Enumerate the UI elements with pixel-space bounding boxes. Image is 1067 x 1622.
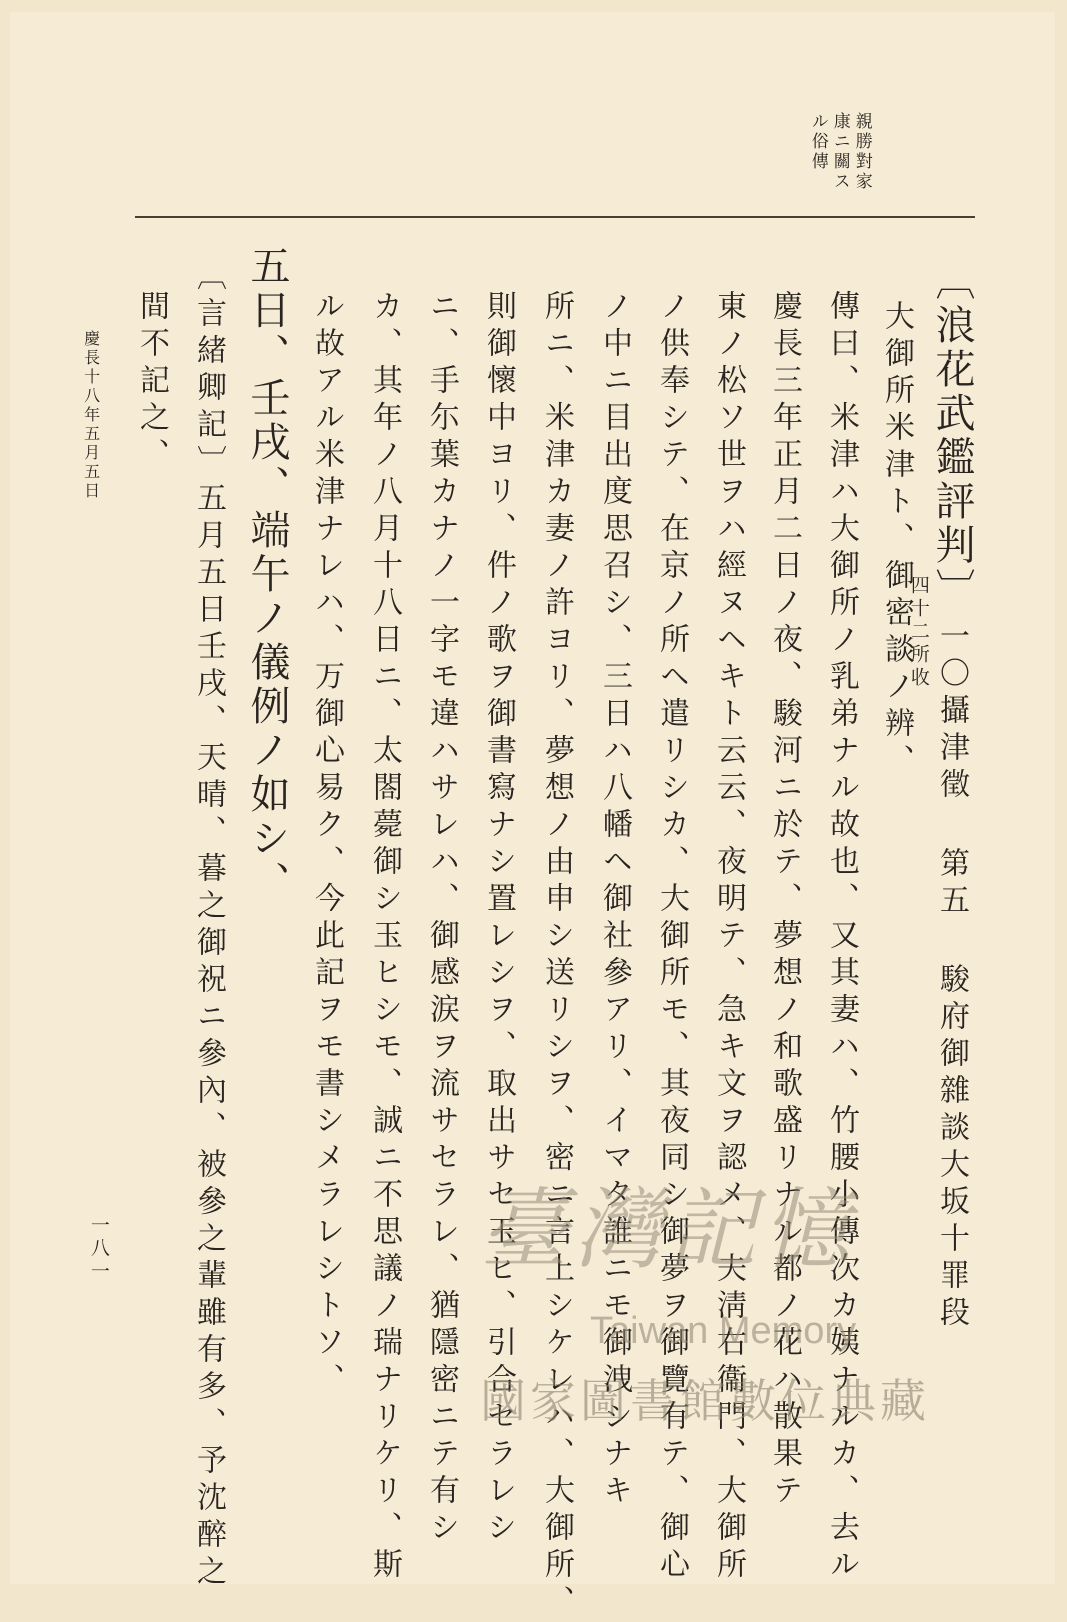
watermark-title: 臺灣記憶 (480, 1178, 857, 1281)
text-column: ル故アル米津ナレハ、万御心易ク、今此記ヲモ書シメラレシトソ、 (309, 290, 344, 1400)
source-note-sub: 四十二所收 (907, 575, 930, 690)
text-column: 所ニ、米津カ妻ノ許ヨリ、夢想ノ由申シ送リシヲ、密ニ言上シケレハ、大御所、 (539, 290, 574, 1622)
running-head: 慶長十八年五月五日 (81, 330, 101, 501)
text-column: 慶長三年正月二日ノ夜、駿河ニ於テ、夢想ノ和歌盛リナル都ノ花ハ散果テ (767, 290, 802, 1511)
header-rule (135, 216, 975, 218)
date-entry: 五日、壬戌、端午ノ儀例ノ如シ、 (244, 245, 290, 905)
text-column: ニ、手尓葉カナノ一字モ違ハサレハ、御感涙ヲ流サセラレ、猶隱密ニテ有シ (424, 290, 459, 1548)
text-column: 間不記之、 (134, 290, 169, 475)
source-note: 一〇攝津徵 第五 駿府御雜談大坂十罪段 (934, 620, 969, 1333)
watermark (480, 1160, 980, 1440)
text-column: カ、其年ノ八月十八日ニ、太閤薨御シ玉ヒシモ、誠ニ不思議ノ瑞ナリケリ、斯 (367, 290, 402, 1585)
text-column: 則御懷中ヨリ、件ノ歌ヲ御書寫ナシ置レシヲ、取出サセ玉ヒ、引合セラレシ (481, 290, 516, 1548)
topic-note-line-2: 康ニ關ス (829, 112, 850, 192)
text-column: 傳曰、米津ハ大御所ノ乳弟ナル故也、又其妻ハ、竹腰小傳次カ姨ナルカ、去ル (824, 290, 859, 1585)
watermark-subtitle: 國家圖書館數位典藏 (480, 1374, 930, 1428)
page-number: 一八一 (87, 1215, 110, 1284)
topic-note-line-1: 親勝對家 (851, 112, 872, 192)
text-column: 東ノ松ソ世ヲハ經ヌヘキト云云、夜明テ、急キ文ヲ認メ、夫淸右衞門、大御所 (711, 290, 746, 1585)
topic-note-line-3: ル俗傳 (807, 112, 828, 172)
text-column: 大御所米津ト、御密談ノ辨、 (879, 300, 914, 781)
text-column: ノ供奉シテ、在京ノ所ヘ遣リシカ、大御所モ、其夜同シ御夢ヲ御覽有テ、御心 (654, 290, 689, 1585)
watermark-latin: Taiwan Memory (590, 1310, 857, 1352)
text-column: 〔言緒卿記〕五月五日壬戌、天晴、暮之御祝ニ參內、被參之輩雖有多、予沈醉之 (191, 260, 226, 1592)
source-title: 〔浪花武鑑評判〕 (929, 260, 975, 612)
text-column: ノ中ニ目出度思召シ、三日ハ八幡ヘ御社參アリ、イマタ誰ニモ御洩シナキ (597, 290, 632, 1511)
